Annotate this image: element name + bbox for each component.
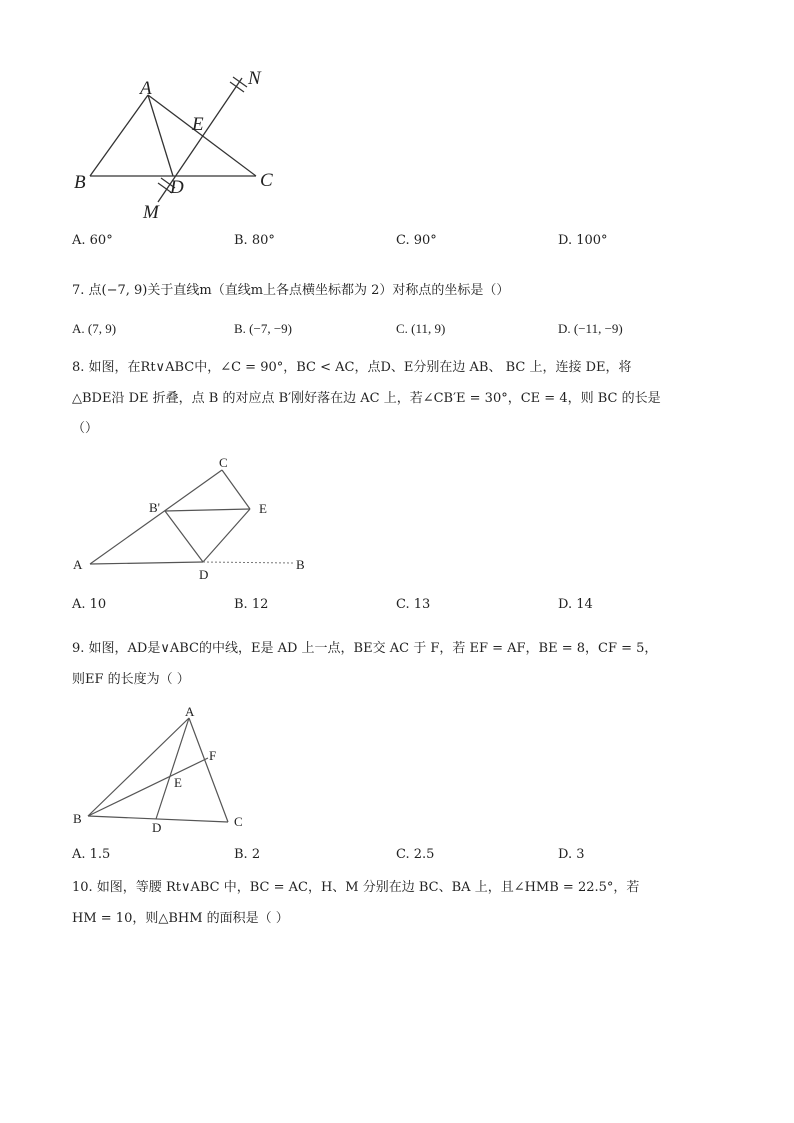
q9-figure (68, 702, 258, 837)
label-e: E (174, 775, 182, 790)
label-d: D (170, 177, 184, 198)
segment-ad (148, 95, 173, 176)
q8-option-a[interactable]: A. 10 (72, 597, 107, 612)
q9-text-line2: 则EF 的长度为（ ） (72, 672, 190, 687)
q6-option-d[interactable]: D. 100° (558, 233, 608, 248)
segment-ac (189, 718, 228, 822)
segment-ad (90, 562, 203, 564)
segment-ad (156, 718, 189, 819)
q8-options (72, 597, 732, 617)
q8-figure (68, 452, 318, 582)
q9-option-b[interactable]: B. 2 (234, 847, 261, 862)
label-a: A (73, 557, 83, 572)
label-bp: B' (149, 500, 161, 515)
q7-option-c[interactable]: C. (11, 9) (396, 321, 446, 336)
label-b: B (73, 811, 82, 826)
q8-option-b[interactable]: B. 12 (234, 597, 269, 612)
q8-text-line3: （） (72, 421, 99, 436)
label-b: B (74, 172, 86, 193)
q8-text-line2: △BDE沿 DE 折叠，点 B 的对应点 B′刚好落在边 AC 上，若∠CB′E = 30°，CE = 4，则 BC 的长是 (72, 391, 661, 406)
q10-text-line2: HM = 10，则△BHM 的面积是（ ） (72, 911, 289, 926)
label-c: C (234, 814, 243, 829)
label-m: M (143, 202, 159, 223)
label-n: N (248, 68, 261, 89)
segment-ac (148, 95, 256, 176)
segment-de (203, 509, 250, 562)
q9-option-a[interactable]: A. 1.5 (72, 847, 111, 862)
label-e: E (192, 114, 204, 135)
label-f: F (209, 748, 217, 763)
segment-bf (88, 758, 208, 816)
q7-option-a[interactable]: A. (7, 9) (72, 321, 117, 336)
label-a: A (140, 78, 152, 99)
label-c: C (260, 170, 273, 191)
q9-options (72, 847, 732, 867)
q7-option-b[interactable]: B. (−7, −9) (234, 321, 292, 336)
q8-option-d[interactable]: D. 14 (558, 597, 593, 612)
segment-ab (88, 718, 189, 816)
segment-ab (90, 95, 148, 176)
segment-bpe (165, 509, 250, 511)
label-b: B (296, 557, 305, 572)
q8-option-c[interactable]: C. 13 (396, 597, 431, 612)
segment-ac (90, 470, 222, 564)
q7-option-d[interactable]: D. (−11, −9) (558, 321, 623, 336)
q7-text: 7. 点(−7, 9)关于直线m（直线m上各点横坐标都为 2）对称点的坐标是（） (72, 283, 510, 298)
q7-options (72, 321, 732, 341)
q10-text-line1: 10. 如图，等腰 Rt∨ABC 中，BC = AC，H、M 分别在边 BC、BA 上，且∠HMB = 22.5°，若 (72, 880, 640, 895)
q6-option-b[interactable]: B. 80° (234, 233, 275, 248)
q6-option-a[interactable]: A. 60° (72, 233, 113, 248)
label-d: D (199, 567, 209, 582)
segment-bpd (165, 511, 203, 562)
q6-options (72, 233, 732, 253)
label-e: E (259, 501, 267, 516)
q9-text-line1: 9. 如图，AD是∨ABC的中线，E是 AD 上一点，BE交 AC 于 F，若 EF = AF，BE = 8，CF = 5， (72, 641, 658, 656)
segment-ce (222, 470, 250, 509)
segment-db-dotted (203, 562, 294, 563)
q9-option-c[interactable]: C. 2.5 (396, 847, 435, 862)
label-d: D (152, 820, 162, 835)
label-c: C (219, 455, 228, 470)
q6-option-c[interactable]: C. 90° (396, 233, 437, 248)
q6-figure (70, 62, 290, 227)
q8-text-line1: 8. 如图，在Rt∨ABC中，∠C = 90°，BC < AC，点D、E分别在边 AB、 BC 上，连接 DE，将 (72, 360, 632, 375)
label-a: A (185, 704, 195, 719)
q9-option-d[interactable]: D. 3 (558, 847, 585, 862)
